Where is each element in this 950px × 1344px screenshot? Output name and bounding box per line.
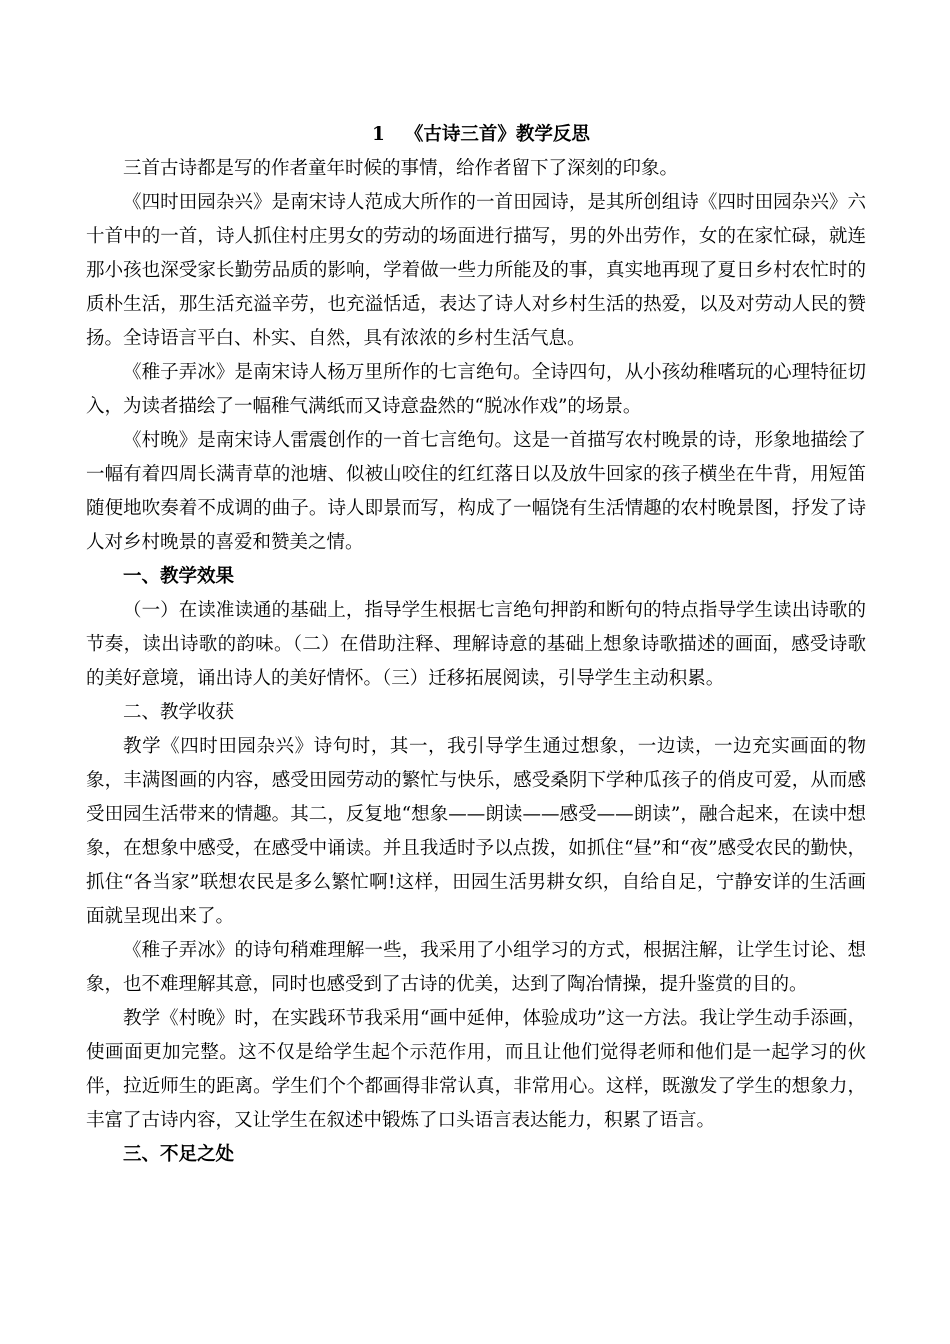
poem1-paragraph: 《四时田园杂兴》是南宋诗人范成大所作的一首田园诗，是其所创组诗《四时田园杂兴》六十首中的一首，诗人抓住村庄男女的劳动的场面进行描写，男的外出劳作，女的在家忙碌，就连那小孩也深受家长勤劳品质的影响，学着做一些力所能及的事，真实地再现了夏日乡村农忙时的质朴生活，那生活充溢辛劳，也充溢恬适，表达了诗人对乡村生活的热爱，以及对劳动人民的赞扬。全诗语言平白、朴实、自然，具有浓浓的乡村生活气息。 <box>86 192 866 349</box>
gain1-paragraph: 教学《四时田园杂兴》诗句时，其一，我引导学生通过想象，一边读，一边充实画面的物象，丰满图画的内容，感受田园劳动的繁忙与快乐，感受桑阴下学种瓜孩子的俏皮可爱，从而感受田园生活带来的情趣。其二，反复地“想象——朗读——感受——朗读”，融合起来，在读中想象，在想象中感受，在感受中诵读。并且我适时予以点拨，如抓住“昼”和“夜”感受农民的勤快， 抓住“各当家”联想农民是多么繁忙啊!这样，田园生活男耕女织，自给自足，宁静安详的生活画面就呈现出来了。 <box>86 736 866 927</box>
section-heading-shortcomings: 三、不足之处 <box>123 1144 235 1165</box>
title-number: 1 <box>372 124 385 145</box>
poem3-paragraph: 《村晚》是南宋诗人雷震创作的一首七言绝句。这是一首描写农村晚景的诗，形象地描绘了一幅有着四周长满青草的池塘、似被山咬住的红红落日以及放牛回家的孩子横坐在牛背，用短笛随便地吹奏着不成调的曲子。诗人即景而写，构成了一幅饶有生活情趣的农村晚景图，抒发了诗人对乡村晚景的喜爱和赞美之情。 <box>86 430 866 553</box>
section-heading-gain: 二、教学收获 <box>123 702 235 723</box>
effect-paragraph: （一）在读准读通的基础上，指导学生根据七言绝句押韵和断句的特点指导学生读出诗歌的节奏，读出诗歌的韵味。（二）在借助注释、理解诗意的基础上想象诗歌描述的画面，感受诗歌的美好意境，诵出诗人的美好情怀。（三）迁移拓展阅读，引导学生主动积累。 <box>86 600 866 689</box>
section-heading-effect: 一、教学效果 <box>123 566 235 587</box>
title-text: 《古诗三首》教学反思 <box>404 124 590 145</box>
gain2-paragraph: 《稚子弄冰》的诗句稍难理解一些，我采用了小组学习的方式，根据注解，让学生讨论、想象，也不难理解其意，同时也感受到了古诗的优美，达到了陶冶情操，提升鉴赏的目的。 <box>86 940 866 995</box>
gain3-paragraph: 教学《村晚》时，在实践环节我采用“画中延伸，体验成功”这一方法。我让学生动手添画，使画面更加完整。这不仅是给学生起个示范作用，而且让他们觉得老师和他们是一起学习的伙伴，拉近师生的距离。学生们个个都画得非常认真，非常用心。这样，既激发了学生的想象力，丰富了古诗内容，又让学生在叙述中锻炼了口头语言表达能力，积累了语言。 <box>86 1008 866 1131</box>
intro-paragraph: 三首古诗都是写的作者童年时候的事情，给作者留下了深刻的印象。 <box>123 158 679 179</box>
poem2-paragraph: 《稚子弄冰》是南宋诗人杨万里所作的七言绝句。全诗四句，从小孩幼稚嗜玩的心理特征切入，为读者描绘了一幅稚气满纸而又诗意盎然的“脱冰作戏”的场景。 <box>86 362 866 417</box>
document-body <box>86 118 866 1172</box>
document-title <box>86 118 866 152</box>
